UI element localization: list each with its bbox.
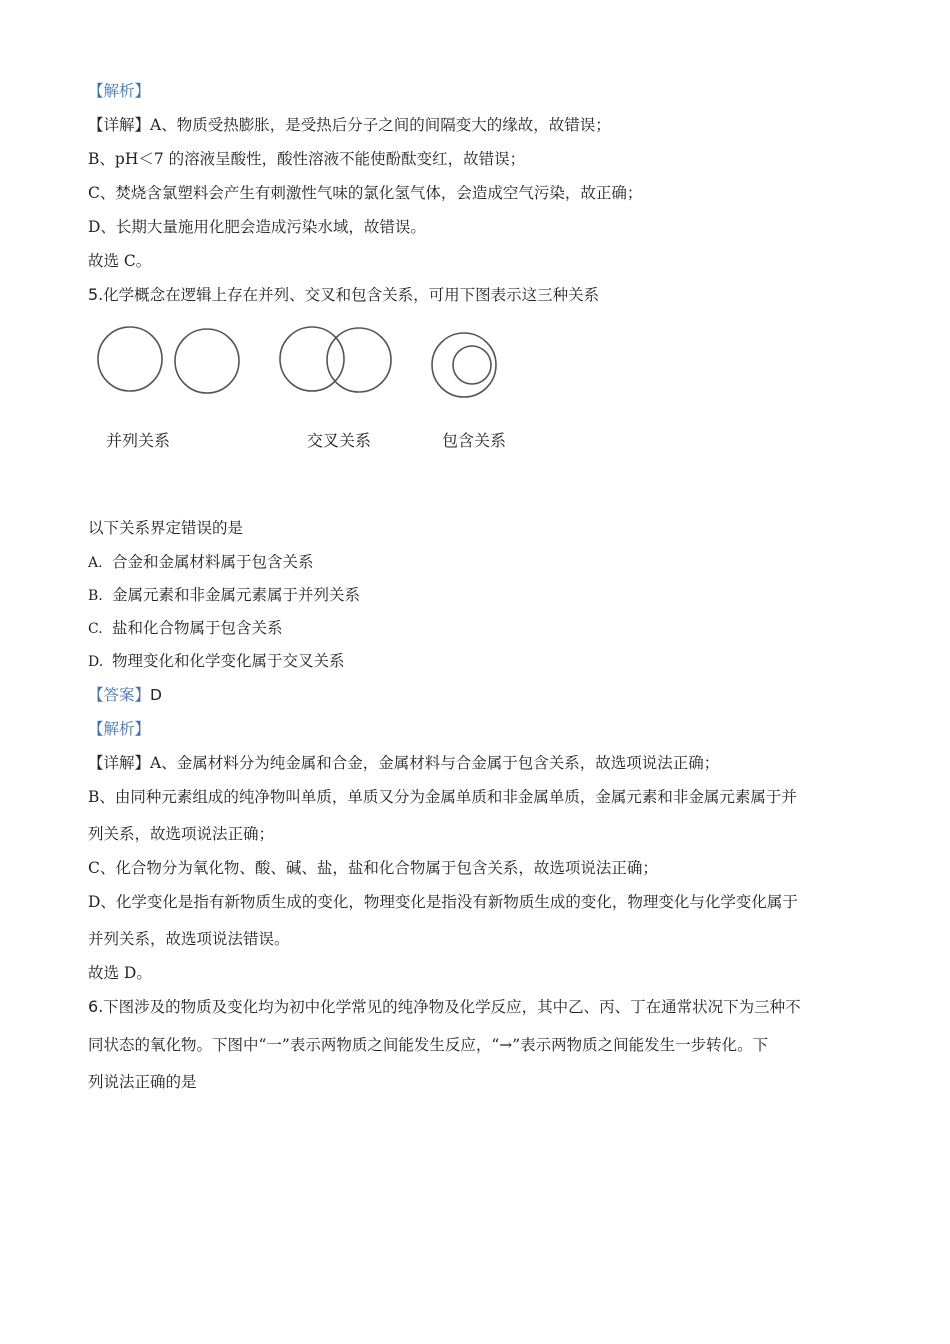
detail-text: A、金属材料分为纯金属和合金，金属材料与合金属于包含关系，故选项说法正确； [150,754,720,772]
option-c [88,617,860,640]
option-letter: C. [88,621,103,637]
analysis-heading: 【解析】 [88,82,151,100]
conclusion-line: 故选 C。 [88,252,152,270]
option-letter: A. [88,555,103,571]
answer-value: D [150,686,162,704]
q6-stem-line3: 列说法正确的是 [88,1073,197,1091]
option-letter: B. [88,588,103,604]
q6-stem-line2: 同状态的氧化物。下图中“一”表示两物质之间能发生反应，“→”表示两物质之间能发生一步转化。下 [88,1036,769,1054]
option-text: 金属元素和非金属元素属于并列关系 [112,586,361,604]
detail-line-c: C、焚烧含氯塑料会产生有刺激性气味的氯化氢气体，会造成空气污染，故正确； [88,184,643,202]
option-text: 物理变化和化学变化属于交叉关系 [112,652,345,670]
option-letter: D. [88,654,104,670]
detail-tag: 【详解】 [88,754,151,772]
option-text: 盐和化合物属于包含关系 [112,619,283,637]
contain-circle-outer [432,333,496,397]
option-d [88,650,860,673]
label-cross: 交叉关系 [307,431,372,450]
contain-circle-inner [453,346,491,384]
q5-conclusion: 故选 D。 [88,964,152,982]
parallel-circle-right [175,329,239,393]
q5-number: 5 [88,285,99,304]
q6-stem-line1 [88,996,860,1018]
label-parallel: 并列关系 [106,431,171,450]
q6-stem-text: .下图涉及的物质及变化均为初中化学常见的纯净物及化学反应，其中乙、丙、丁在通常状况下为三种不 [98,998,801,1016]
q6-number: 6 [88,997,99,1016]
label-contain: 包含关系 [442,431,507,450]
q5-detail-d2: 并列关系，故选项说法错误。 [88,930,290,948]
answer-line [88,684,860,706]
q5-analysis-heading: 【解析】 [88,720,151,738]
answer-tag: 【答案】 [88,686,151,704]
q5-question: 以下关系界定错误的是 [88,519,244,537]
detail-text: A、物质受热膨胀，是受热后分子之间的间隔变大的缘故，故错误； [150,116,611,134]
option-a [88,551,860,574]
q5-stem-text: .化学概念在逻辑上存在并列、交叉和包含关系，可用下图表示这三种关系 [98,286,600,304]
parallel-circle-left [98,327,162,391]
q5-detail-b1: B、由同种元素组成的纯净物叫单质，单质又分为金属单质和非金属单质，金属元素和非金属元素属于并 [88,788,797,806]
option-b [88,584,860,607]
q5-detail-d1: D、化学变化是指有新物质生成的变化，物理变化是指没有新物质生成的变化，物理变化与化学变化属于 [88,893,798,911]
q5-detail-a [88,752,860,774]
detail-line-b: B、pH＜7 的溶液呈酸性，酸性溶液不能使酚酞变红，故错误； [88,150,526,168]
detail-tag: 【详解】 [88,116,151,134]
option-text: 合金和金属材料属于包含关系 [112,553,314,571]
q5-detail-c: C、化合物分为氧化物、酸、碱、盐，盐和化合物属于包含关系，故选项说法正确； [88,859,658,877]
detail-line-d: D、长期大量施用化肥会造成污染水域，故错误。 [88,218,426,236]
q5-detail-b2: 列关系，故选项说法正确； [88,825,275,843]
cross-circle-right [327,328,391,392]
